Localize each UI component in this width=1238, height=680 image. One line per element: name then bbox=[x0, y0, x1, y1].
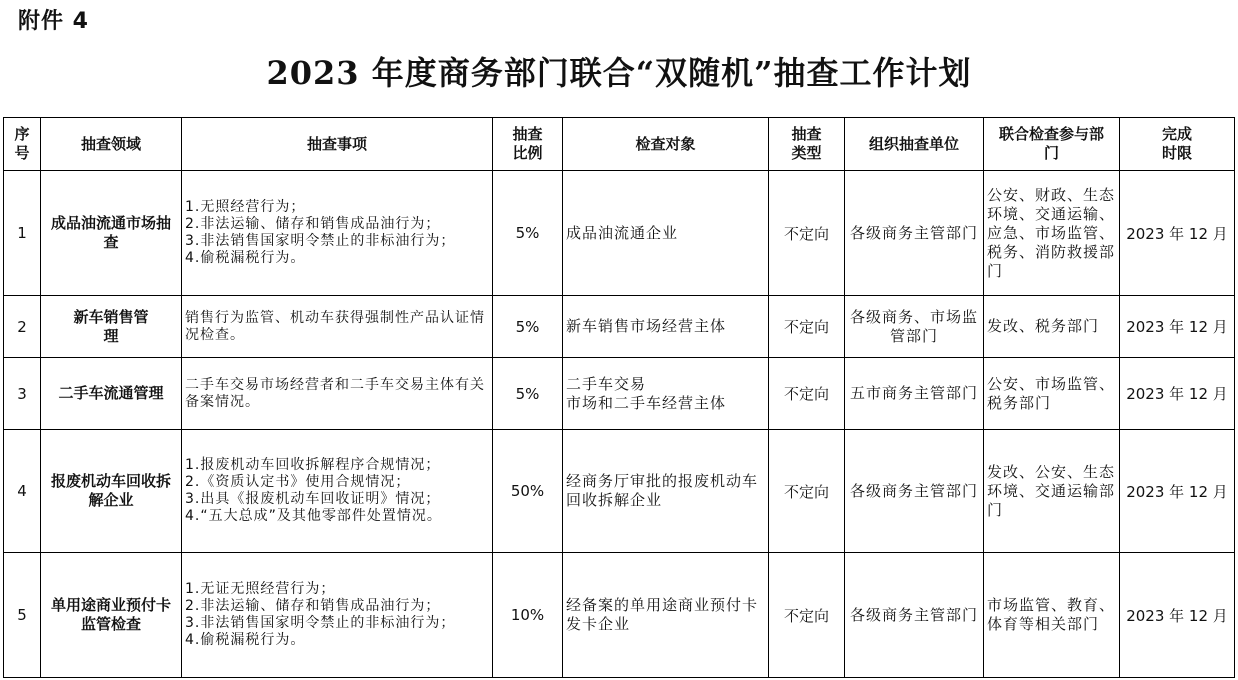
joint-departments: 市场监管、教育、体育等相关部门 bbox=[984, 553, 1120, 678]
col-header-area: 抽查领域 bbox=[41, 118, 182, 171]
joint-departments: 发改、公安、生态环境、交通运输部门 bbox=[984, 430, 1120, 553]
row-number: 5 bbox=[4, 553, 41, 678]
inspection-target bbox=[563, 553, 769, 678]
inspection-area: 报废机动车回收拆解企业 bbox=[41, 430, 182, 553]
inspection-ratio: 5% bbox=[493, 171, 563, 296]
inspection-items bbox=[182, 430, 493, 553]
inspection-items bbox=[182, 358, 493, 430]
inspection-area: 新车销售管理 bbox=[41, 296, 182, 358]
inspection-type: 不定向 bbox=[769, 430, 845, 553]
inspection-item: 1.无照经营行为； bbox=[185, 199, 306, 215]
deadline: 2023 年 12 月 bbox=[1120, 171, 1235, 296]
inspection-ratio: 50% bbox=[493, 430, 563, 553]
organizing-unit: 各级商务主管部门 bbox=[845, 430, 984, 553]
inspection-items bbox=[182, 296, 493, 358]
inspection-item: 3.出具《报废机动车回收证明》情况； bbox=[185, 491, 441, 507]
joint-departments: 公安、市场监管、税务部门 bbox=[984, 358, 1120, 430]
inspection-plan-table bbox=[3, 117, 1235, 678]
inspection-target bbox=[563, 358, 769, 430]
target-line: 二手车交易 bbox=[566, 374, 647, 393]
col-header-type: 抽查类型 bbox=[769, 118, 845, 171]
organizing-unit: 各级商务主管部门 bbox=[845, 171, 984, 296]
table-row bbox=[4, 553, 1235, 678]
inspection-items bbox=[182, 171, 493, 296]
inspection-item: 4.“五大总成”及其他零部件处置情况。 bbox=[185, 508, 442, 524]
organizing-unit: 各级商务主管部门 bbox=[845, 553, 984, 678]
table-row bbox=[4, 430, 1235, 553]
inspection-item: 4.偷税漏税行为。 bbox=[185, 250, 306, 266]
inspection-item: 2.非法运输、储存和销售成品油行为； bbox=[185, 216, 441, 232]
inspection-item: 1.无证无照经营行为； bbox=[185, 581, 336, 597]
col-header-org: 组织抽查单位 bbox=[845, 118, 984, 171]
deadline: 2023 年 12 月 bbox=[1120, 553, 1235, 678]
table-row bbox=[4, 171, 1235, 296]
attachment-label: 附件 4 bbox=[18, 9, 89, 34]
organizing-unit: 五市商务主管部门 bbox=[845, 358, 984, 430]
inspection-item: 1.报废机动车回收拆解程序合规情况； bbox=[185, 457, 441, 473]
deadline: 2023 年 12 月 bbox=[1120, 430, 1235, 553]
inspection-type: 不定向 bbox=[769, 296, 845, 358]
inspection-type: 不定向 bbox=[769, 358, 845, 430]
document-title: 2023 年度商务部门联合“双随机”抽查工作计划 bbox=[266, 54, 972, 92]
col-header-depts: 联合检查参与部门 bbox=[984, 118, 1120, 171]
col-header-num: 序号 bbox=[4, 118, 41, 171]
table-row bbox=[4, 358, 1235, 430]
row-number: 4 bbox=[4, 430, 41, 553]
organizing-unit: 各级商务、市场监管部门 bbox=[845, 296, 984, 358]
joint-departments: 公安、财政、生态环境、交通运输、应急、市场监管、税务、消防救援部门 bbox=[984, 171, 1120, 296]
inspection-target bbox=[563, 296, 769, 358]
col-header-ratio: 抽查比例 bbox=[493, 118, 563, 171]
table-header-row bbox=[4, 118, 1235, 171]
target-line: 经商务厅审批的报废机动车回收拆解企业 bbox=[566, 472, 759, 509]
inspection-item: 3.非法销售国家明令禁止的非标油行为； bbox=[185, 233, 456, 249]
target-line: 经备案的单用途商业预付卡发卡企业 bbox=[566, 596, 759, 633]
inspection-ratio: 5% bbox=[493, 296, 563, 358]
inspection-ratio: 5% bbox=[493, 358, 563, 430]
inspection-item: 销售行为监管、机动车获得强制性产品认证情况检查。 bbox=[185, 309, 485, 343]
target-line: 新车销售市场经营主体 bbox=[566, 317, 727, 335]
inspection-area: 单用途商业预付卡监管检查 bbox=[41, 553, 182, 678]
deadline: 2023 年 12 月 bbox=[1120, 358, 1235, 430]
inspection-item: 2.《资质认定书》使用合规情况； bbox=[185, 474, 411, 490]
target-line: 成品油流通企业 bbox=[566, 223, 679, 242]
inspection-ratio: 10% bbox=[493, 553, 563, 678]
inspection-item: 4.偷税漏税行为。 bbox=[185, 632, 306, 648]
col-header-target: 检查对象 bbox=[563, 118, 769, 171]
row-number: 2 bbox=[4, 296, 41, 358]
table-row bbox=[4, 296, 1235, 358]
row-number: 3 bbox=[4, 358, 41, 430]
inspection-area: 二手车流通管理 bbox=[41, 358, 182, 430]
inspection-item: 二手车交易市场经营者和二手车交易主体有关备案情况。 bbox=[185, 376, 485, 410]
row-number: 1 bbox=[4, 171, 41, 296]
inspection-area: 成品油流通市场抽查 bbox=[41, 171, 182, 296]
inspection-type: 不定向 bbox=[769, 171, 845, 296]
inspection-items bbox=[182, 553, 493, 678]
deadline: 2023 年 12 月 bbox=[1120, 296, 1235, 358]
inspection-type: 不定向 bbox=[769, 553, 845, 678]
target-line: 市场和二手车经营主体 bbox=[566, 393, 727, 412]
inspection-target bbox=[563, 171, 769, 296]
joint-departments: 发改、税务部门 bbox=[984, 296, 1120, 358]
inspection-item: 3.非法销售国家明令禁止的非标油行为； bbox=[185, 615, 456, 631]
col-header-items: 抽查事项 bbox=[182, 118, 493, 171]
inspection-target bbox=[563, 430, 769, 553]
col-header-deadline: 完成时限 bbox=[1120, 118, 1235, 171]
inspection-item: 2.非法运输、储存和销售成品油行为； bbox=[185, 598, 441, 614]
